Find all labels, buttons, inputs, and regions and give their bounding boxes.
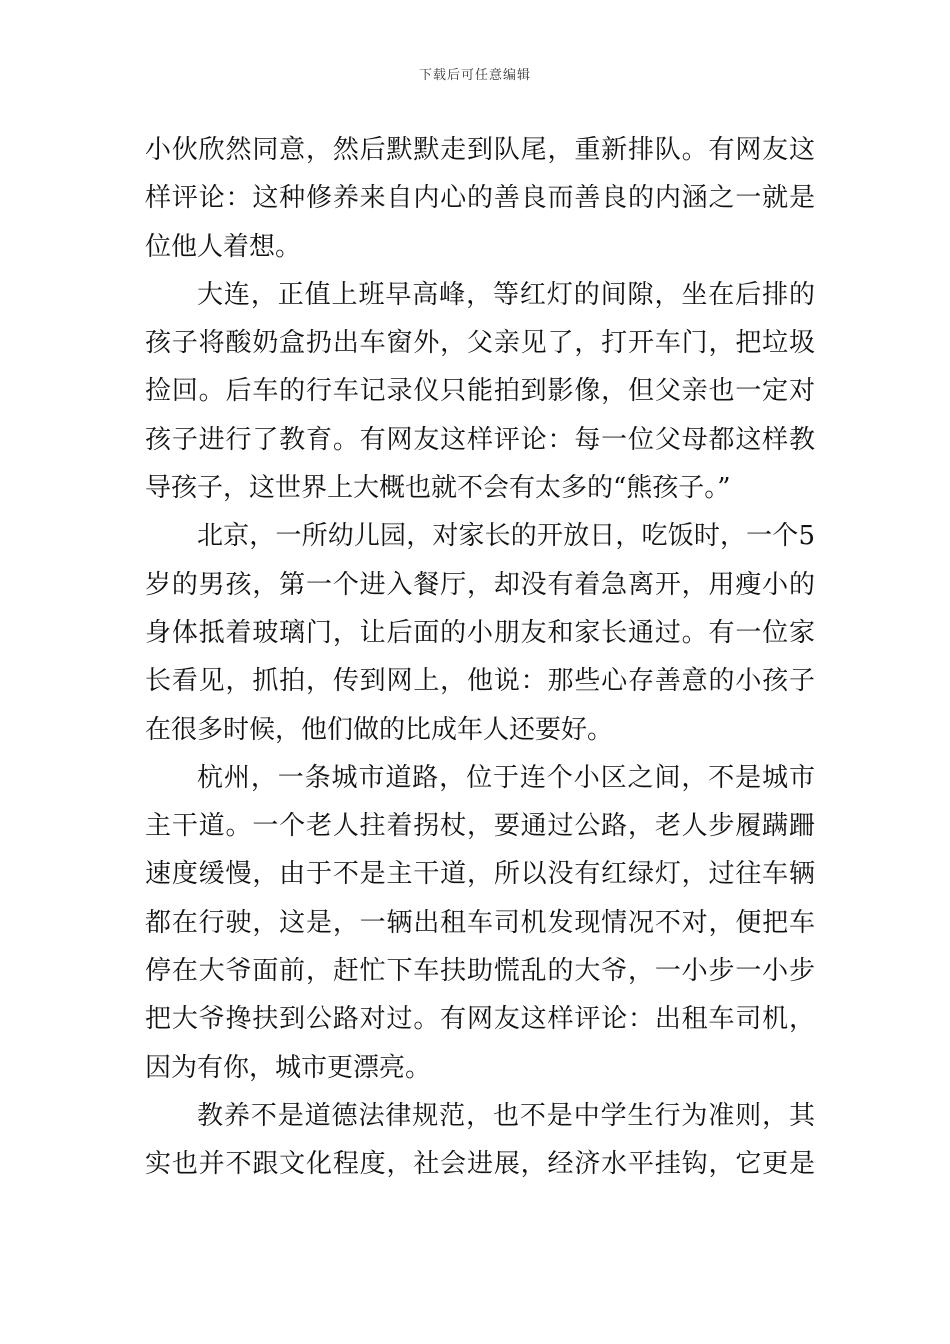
text-line: 杭州，一条城市道路，位于连个小区之间，不是城市 xyxy=(197,762,815,793)
text-line: 大连，正值上班早高峰，等红灯的间隙，坐在后排的 xyxy=(197,279,815,310)
text-line: 在很多时候，他们做的比成年人还要好。 xyxy=(145,714,614,745)
text-line: 样评论：这种修养来自内心的善良而善良的内涵之一就是 xyxy=(145,183,815,214)
text-line: 因为有你，城市更漂亮。 xyxy=(145,1052,432,1083)
text-line: 长看见，抓拍，传到网上，他说：那些心存善意的小孩子 xyxy=(145,666,815,697)
text-line: 都在行驶，这是，一辆出租车司机发现情况不对，便把车 xyxy=(145,907,815,938)
text-line: 把大爷搀扶到公路对过。有网友这样评论：出租车司机， xyxy=(145,1004,815,1035)
text-line: 孩子将酸奶盒扔出车窗外，父亲见了，打开车门，把垃圾 xyxy=(145,328,815,359)
text-line: 小伙欣然同意，然后默默走到队尾，重新排队。有网友这 xyxy=(145,135,815,165)
text-line: 教养不是道德法律规范，也不是中学生行为准则，其 xyxy=(197,1100,815,1131)
text-line: 停在大爷面前，赶忙下车扶助慌乱的大爷，一小步一小步 xyxy=(145,956,815,987)
text-line: 北京，一所幼儿园，对家长的开放日，吃饭时，一个5 xyxy=(197,521,815,552)
text-line: 速度缓慢，由于不是主干道，所以没有红绿灯，过往车辆 xyxy=(145,859,815,890)
text-line: 主干道。一个老人拄着拐杖，要通过公路，老人步履蹒跚 xyxy=(145,811,815,842)
body-text xyxy=(145,126,815,1189)
text-line: 岁的男孩，第一个进入餐厅，却没有着急离开，用瘦小的 xyxy=(145,569,815,600)
text-line: 导孩子，这世界上大概也就不会有太多的“熊孩子。” xyxy=(145,473,731,504)
text-line: 位他人着想。 xyxy=(145,231,302,262)
text-line: 捡回。后车的行车记录仪只能拍到影像，但父亲也一定对 xyxy=(145,376,815,407)
text-line: 身体抵着玻璃门，让后面的小朋友和家长通过。有一位家 xyxy=(145,617,815,648)
page-header: 下载后可任意编辑 xyxy=(418,68,531,83)
text-line: 实也并不跟文化程度，社会进展，经济水平挂钩，它更是 xyxy=(145,1149,815,1180)
text-line: 孩子进行了教育。有网友这样评论：每一位父母都这样教 xyxy=(145,424,815,455)
